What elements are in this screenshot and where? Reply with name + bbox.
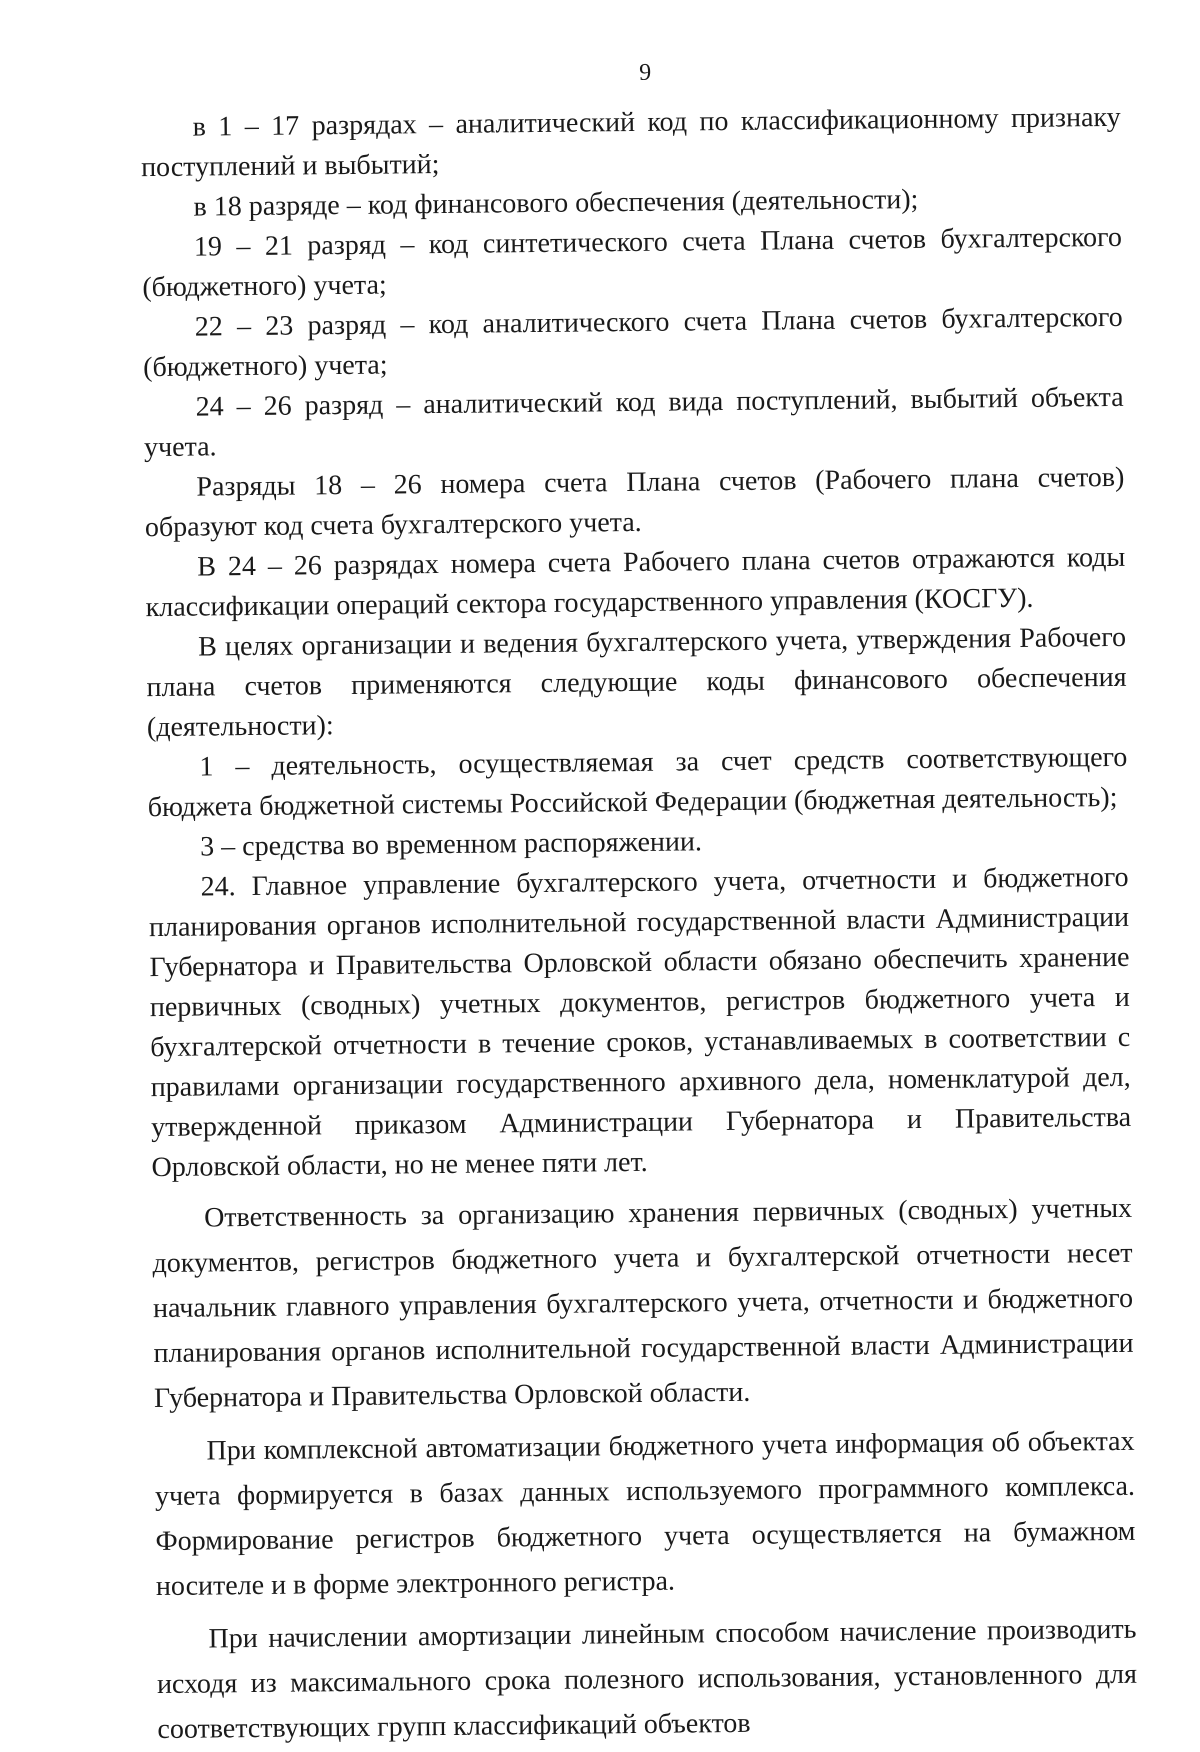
paragraph-section-24: 24. Главное управление бухгалтерского учета, отчетности и бюджетного планирования органов исполнительной государственной власти Администрации Губернатора и Правительства Орловской области обязано обеспечить хранение первичных (сводных) учетных документов, регистров бюджетного учета и бухгалтерской отчетности в течение сроков, устанавливаемых в соответствии с правилами организации государственного архивного дела, номенклатурой дел, утвержденной приказом Администрации Губернатора и Правительства Орловской области, но не менее пяти лет. xyxy=(148,861,1132,1184)
paragraph-financing-codes: В целях организации и ведения бухгалтерского учета, утверждения Рабочего плана счетов применяются следующие коды финансового обеспечения (деятельности): xyxy=(146,621,1127,744)
paragraph-digits-19-21: 19 – 21 разряд – код синтетического счета Плана счетов бухгалтерского (бюджетного) учета; xyxy=(142,221,1123,304)
paragraph-code-1: 1 – деятельность, осуществляемая за счет средств соответствующего бюджета бюджетной системы Российской Федерации (бюджетная деятельность); xyxy=(147,741,1128,824)
paragraph-digit-18: в 18 разряде – код финансового обеспечения (деятельности); xyxy=(193,183,919,223)
scanned-text-block xyxy=(140,55,1138,1752)
paragraph-kosgu: В 24 – 26 разрядах номера счета Рабочего плана счетов отражаются коды классификации операций сектора государственного управления (КОСГУ). xyxy=(145,541,1126,624)
paragraph-automation: При комплексной автоматизации бюджетного учета информация об объектах учета формируется в базах данных используемого программного комплекса. Формирование регистров бюджетного учета осуществляется на бумажном носителе и в форме электронного регистра. xyxy=(154,1425,1136,1603)
paragraph-code-3: 3 – средства во временном распоряжении. xyxy=(200,826,703,863)
paragraph-responsibility: Ответственность за организацию хранения первичных (сводных) учетных документов, регистров бюджетного учета и бухгалтерской отчетности несет начальник главного управления бухгалтерского учета, отчетности и бюджетного планирования органов исполнительной государственной власти Администрации Губернатора и Правительства Орловской области. xyxy=(152,1192,1134,1415)
paragraph-digits-1-17: в 1 – 17 разрядах – аналитический код по классификационному признаку поступлений и выбытий; xyxy=(140,101,1121,184)
paragraph-digits-22-23: 22 – 23 разряд – код аналитического счета Плана счетов бухгалтерского (бюджетного) учета; xyxy=(143,301,1123,384)
paragraph-account-code: Разряды 18 – 26 номера счета Плана счетов (Рабочего плана счетов) образуют код счета бухгалтерского учета. xyxy=(144,461,1125,544)
page-number: 9 xyxy=(638,59,652,86)
paragraph-digits-24-26: 24 – 26 разряд – аналитический код вида поступлений, выбытий объекта учета. xyxy=(143,381,1124,464)
paragraph-amortization: При начислении амортизации линейным способом начисление производить исходя из максимального срока полезного использования, установленного для соответствующих групп классификаций объектов xyxy=(156,1613,1138,1746)
